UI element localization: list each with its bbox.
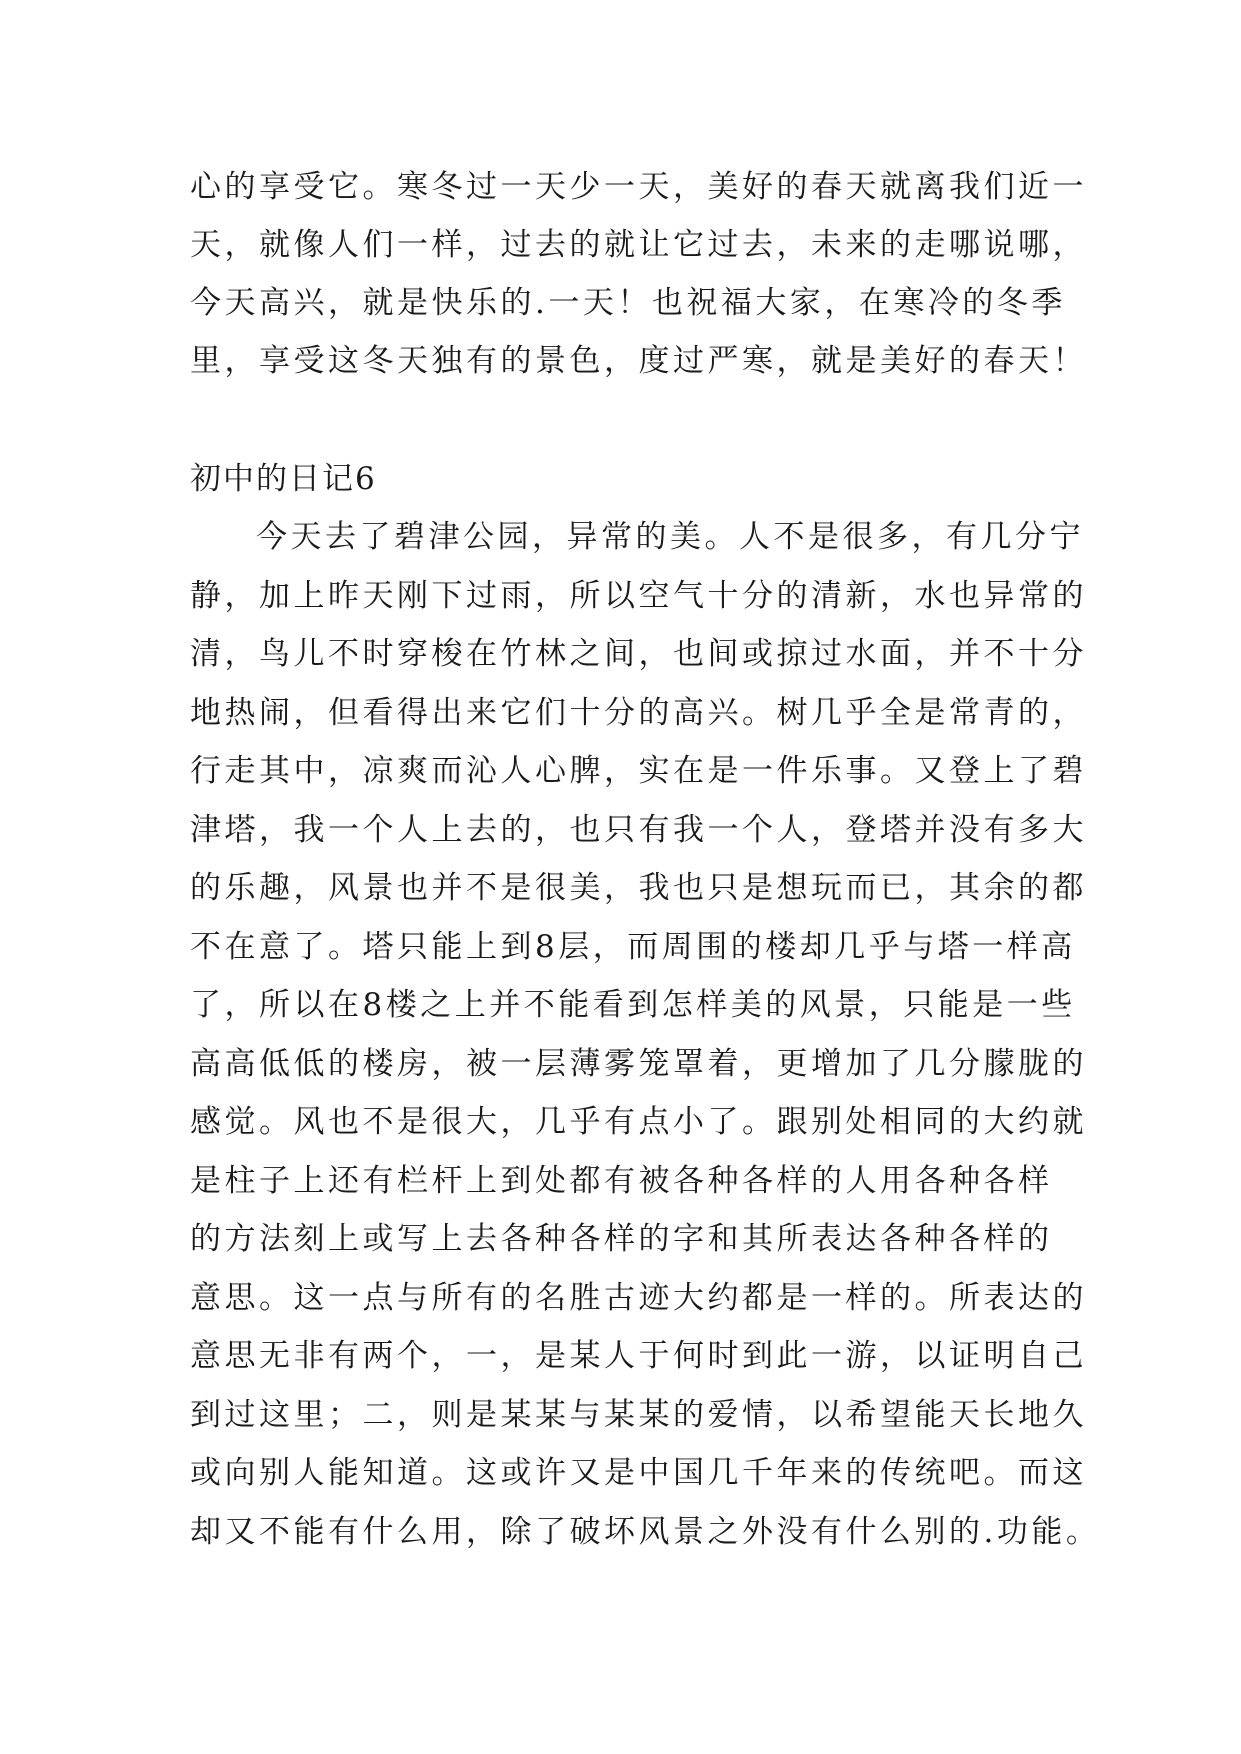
paragraph-line: 意思无非有两个，一，是某人于何时到此一游，以证明自己 bbox=[190, 1338, 1087, 1374]
paragraph-line: 感觉。风也不是很大，几乎有点小了。跟别处相同的大约就 bbox=[190, 1104, 1087, 1140]
paragraph-line: 却又不能有什么用，除了破坏风景之外没有什么别的.功能。 bbox=[190, 1513, 1101, 1550]
paragraph-line: 津塔，我一个人上去的，也只有我一个人，登塔并没有多大 bbox=[190, 811, 1087, 848]
paragraph-line: 今天高兴，就是快乐的.一天！也祝福大家，在寒冷的冬季 bbox=[190, 285, 1066, 321]
paragraph-line: 意思。这一点与所有的名胜古迹大约都是一样的。所表达的 bbox=[190, 1279, 1087, 1316]
paragraph-line: 清，鸟儿不时穿梭在竹林之间，也间或掠过水面，并不十分 bbox=[190, 636, 1087, 672]
paragraph-line: 里，享受这冬天独有的景色，度过严寒，就是美好的春天！ bbox=[190, 343, 1087, 379]
paragraph-line: 心的享受它。寒冬过一天少一天，美好的春天就离我们近一 bbox=[190, 169, 1087, 205]
paragraph-line: 或向别人能知道。这或许又是中国几千年来的传统吧。而这 bbox=[190, 1455, 1087, 1491]
paragraph-line: 天，就像人们一样，过去的就让它过去，未来的走哪说哪， bbox=[190, 227, 1087, 263]
paragraph-line: 地热闹，但看得出来它们十分的高兴。树几乎全是常青的， bbox=[190, 694, 1087, 731]
paragraph-line: 的乐趣，风景也并不是很美，我也只是想玩而已，其余的都 bbox=[190, 870, 1087, 906]
paragraph-line: 到过这里；二，则是某某与某某的爱情，以希望能天长地久 bbox=[190, 1396, 1087, 1433]
section-title: 初中的日记6 bbox=[190, 461, 377, 497]
paragraph-line: 高高低低的楼房，被一层薄雾笼罩着，更增加了几分朦胧的 bbox=[190, 1045, 1087, 1082]
paragraph-line: 静，加上昨天刚下过雨，所以空气十分的清新，水也异常的 bbox=[190, 577, 1087, 614]
intro-paragraph bbox=[190, 158, 1087, 390]
paragraph-line: 行走其中，凉爽而沁人心脾，实在是一件乐事。又登上了碧 bbox=[190, 753, 1087, 789]
paragraph-line: 不在意了。塔只能上到8层，而周围的楼却几乎与塔一样高 bbox=[190, 928, 1076, 965]
paragraph-line: 今天去了碧津公园，异常的美。人不是很多，有几分宁 bbox=[256, 519, 1084, 555]
body-paragraph bbox=[190, 508, 1101, 1561]
paragraph-line: 的方法刻上或写上去各种各样的字和其所表达各种各样的 bbox=[190, 1221, 1053, 1257]
paragraph-line: 了，所以在8楼之上并不能看到怎样美的风景，只能是一些 bbox=[190, 987, 1076, 1023]
paragraph-line: 是柱子上还有栏杆上到处都有被各种各样的人用各种各样 bbox=[190, 1162, 1053, 1199]
